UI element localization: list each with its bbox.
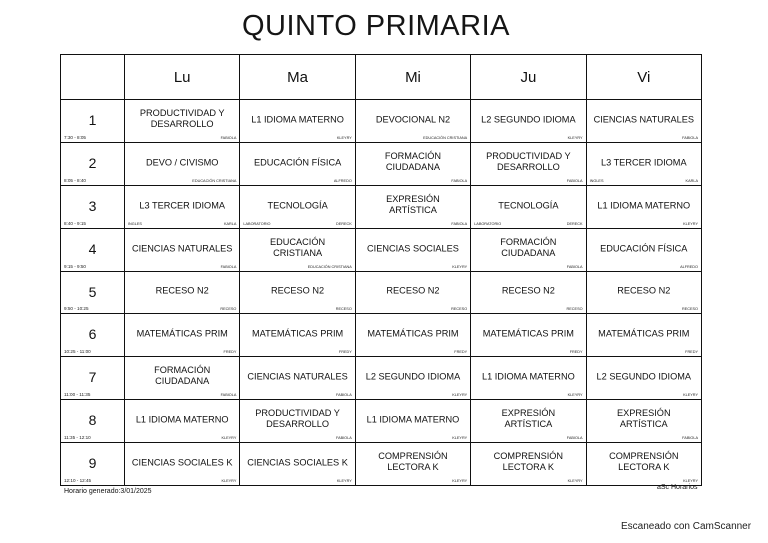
period-row [61,271,702,314]
period-row [61,357,702,400]
lesson-teacher: KLEYRY [452,436,468,440]
lesson-teacher: FABIOLA [451,178,468,183]
lesson-room: LABORATORIO [243,221,271,226]
lesson-subject: L1 IDIOMA MATERNO [597,200,691,211]
lesson-subject: COMPRENSIÓN LECTORA K [378,451,448,473]
lesson-cell [471,314,586,357]
period-number: 7 [88,369,97,386]
period-time: 11:00 - 11:35 [64,392,91,398]
lesson-subject: L3 TERCER IDIOMA [139,200,225,211]
lesson-cell [125,400,240,443]
lesson-subject: CIENCIAS NATURALES [593,114,694,125]
lesson-teacher: KLEYRY [567,135,583,140]
lesson-cell [125,443,240,486]
lesson-teacher: DERECK [566,221,583,226]
lesson-subject: L1 IDIOMA MATERNO [481,371,575,382]
lesson-cell [125,271,240,314]
period-number: 4 [88,240,97,257]
lesson-subject: COMPRENSIÓN LECTORA K [493,451,564,473]
lesson-subject: L1 IDIOMA MATERNO [135,414,229,425]
lesson-cell [586,100,701,143]
period-time: 9:50 - 10:25 [64,306,89,312]
lesson-teacher: EDUCACIÓN CRISTIANA [192,178,237,183]
day-header-row [61,55,702,100]
period-cell [61,443,125,486]
lesson-teacher: FABIOLA [682,436,698,440]
lesson-teacher: RECESO [566,307,583,312]
lesson-teacher: ALFREDO [680,264,698,269]
lesson-room: LABORATORIO [474,221,502,226]
lesson-cell [240,357,355,400]
lesson-cell [471,100,586,143]
lesson-subject: MATEMÁTICAS PRIM [251,328,344,339]
generated-date: Horario generado:3/01/2025 [64,488,152,495]
lesson-cell [471,185,586,228]
lesson-teacher: KARLA [685,178,698,183]
lesson-cell [471,357,586,400]
lesson-subject: TECNOLOGÍA [267,200,328,211]
timetable [60,54,702,486]
lesson-teacher: ALFREDO [333,178,352,183]
lesson-cell [125,314,240,357]
lesson-cell [586,142,701,185]
lesson-cell [125,228,240,271]
period-number: 1 [88,112,97,128]
lesson-subject: FORMACIÓN CIUDADANA [384,151,442,173]
period-row [61,185,702,228]
lesson-subject: CIENCIAS SOCIALES [367,243,459,254]
lesson-cell [240,185,355,228]
day-header-lu: Lu [125,55,240,100]
lesson-subject: PRODUCTIVIDAD Y DESARROLLO [486,151,571,173]
lesson-teacher: FREDY [338,350,352,355]
lesson-cell [355,314,470,357]
lesson-cell [355,357,470,400]
lesson-cell [586,271,701,314]
lesson-cell [471,228,586,271]
period-number: 8 [88,412,97,429]
lesson-subject: CIENCIAS NATURALES [247,371,348,382]
day-header-vi: Vi [586,55,701,100]
lesson-teacher: RECESO [681,307,698,312]
period-time: 10:25 - 11:00 [64,349,91,355]
lesson-teacher: KLEYRY [452,264,468,269]
period-cell [61,357,125,400]
lesson-subject: DEVO / CIVISMO [145,157,219,168]
lesson-subject: CIENCIAS SOCIALES K [131,457,233,468]
period-number: 9 [88,455,97,471]
corner-cell [61,55,125,100]
lesson-subject: MATEMÁTICAS PRIM [136,328,228,339]
period-row [61,443,702,486]
lesson-teacher: KLEYRY [683,221,698,226]
period-cell [61,271,125,314]
lesson-teacher: KLEYRY [221,436,237,440]
period-time: 11:35 - 12:10 [64,435,91,440]
lesson-subject: L1 IDIOMA MATERNO [366,414,460,425]
lesson-subject: EDUCACIÓN FÍSICA [600,243,688,254]
lesson-cell [240,100,355,143]
lesson-teacher: KLEYRY [683,479,698,483]
lesson-subject: COMPRENSIÓN LECTORA K [609,451,679,473]
day-header-ju: Ju [471,55,586,100]
lesson-cell [125,357,240,400]
lesson-teacher: KLEYRY [567,393,583,398]
lesson-subject: L2 SEGUNDO IDIOMA [481,114,576,125]
lesson-subject: L3 TERCER IDIOMA [600,157,687,168]
lesson-teacher: EDUCACIÓN CRISTIANA [307,264,352,269]
lesson-cell [471,400,586,443]
lesson-cell [240,142,355,185]
lesson-teacher: KLEYRY [452,393,468,398]
lesson-teacher: FABIOLA [451,221,468,226]
period-time: 7:30 - 8:05 [64,134,86,140]
lesson-cell [125,100,240,143]
lesson-teacher: FABIOLA [566,436,583,440]
lesson-subject: L1 IDIOMA MATERNO [251,114,344,125]
lesson-cell [355,228,470,271]
lesson-cell [586,314,701,357]
period-cell [61,400,125,443]
software-credit: aSc Horarios [657,484,698,491]
lesson-cell [240,314,355,357]
page-title: QUINTO PRIMARIA [242,10,510,42]
lesson-teacher: EDUCACIÓN CRISTIANA [423,135,468,140]
lesson-room: INGLES [128,221,142,226]
lesson-teacher: KLEYRY [336,479,352,483]
lesson-cell [586,228,701,271]
period-number: 5 [88,283,97,300]
lesson-cell [240,271,355,314]
lesson-cell [355,142,470,185]
lesson-subject: L2 SEGUNDO IDIOMA [365,371,461,382]
day-header-ma: Ma [240,55,355,100]
lesson-teacher: KLEYRY [221,479,237,483]
period-row [61,100,702,143]
lesson-teacher: DERECK [335,221,352,226]
lesson-subject: MATEMÁTICAS PRIM [482,328,574,339]
period-number: 2 [88,154,97,171]
period-time: 8:40 - 9:15 [64,220,86,226]
lesson-subject: MATEMÁTICAS PRIM [598,328,690,339]
lesson-teacher: FREDY [569,350,583,355]
lesson-teacher: FABIOLA [335,393,352,398]
lesson-cell [240,400,355,443]
lesson-teacher: FABIOLA [220,135,237,140]
lesson-cell [355,271,470,314]
lesson-cell [240,228,355,271]
lesson-cell [355,400,470,443]
lesson-cell [355,185,470,228]
lesson-teacher: FABIOLA [335,436,352,440]
scanner-watermark: Escaneado con CamScanner [621,521,752,532]
period-time: 8:05 - 8:40 [64,177,86,183]
lesson-teacher: FREDY [454,350,468,355]
lesson-teacher: RECESO [220,307,237,312]
lesson-subject: RECESO N2 [617,286,671,297]
lesson-subject: EDUCACIÓN FÍSICA [253,157,342,168]
lesson-teacher: KARLA [223,221,237,226]
lesson-subject: RECESO N2 [501,286,555,297]
period-row [61,142,702,185]
lesson-subject: RECESO N2 [271,286,325,297]
period-time: 12:10 - 12:45 [64,478,92,483]
lesson-teacher: FABIOLA [566,178,583,183]
lesson-teacher: KLEYRY [336,135,352,140]
day-header-mi: Mi [355,55,470,100]
lesson-cell [586,185,701,228]
lesson-subject: EXPRESIÓN ARTÍSTICA [501,408,556,430]
period-row [61,314,702,357]
lesson-cell [471,271,586,314]
period-number: 6 [88,326,97,343]
lesson-cell [355,443,470,486]
lesson-cell [471,443,586,486]
lesson-subject: MATEMÁTICAS PRIM [367,328,459,339]
lesson-teacher: FABIOLA [682,135,698,140]
lesson-teacher: FREDY [685,350,698,355]
lesson-teacher: RECESO [451,307,468,312]
lesson-subject: EXPRESIÓN ARTÍSTICA [616,408,671,430]
lesson-cell [586,443,701,486]
lesson-teacher: FREDY [223,350,237,355]
lesson-subject: FORMACIÓN CIUDADANA [154,365,211,387]
lesson-subject: RECESO N2 [386,286,440,297]
lesson-subject: CIENCIAS NATURALES [131,243,233,254]
period-row [61,228,702,271]
period-cell [61,100,125,143]
lesson-subject: FORMACIÓN CIUDADANA [500,236,557,258]
lesson-teacher: FABIOLA [220,264,237,269]
lesson-subject: PRODUCTIVIDAD Y DESARROLLO [139,108,225,130]
lesson-subject: RECESO N2 [155,286,209,297]
period-cell [61,228,125,271]
lesson-teacher: KLEYRY [452,479,468,483]
period-number: 3 [88,197,97,214]
lesson-cell [586,357,701,400]
lesson-subject: EDUCACIÓN CRISTIANA [270,236,326,258]
period-cell [61,185,125,228]
lesson-subject: L2 SEGUNDO IDIOMA [596,371,691,382]
lesson-cell [471,142,586,185]
lesson-teacher: FABIOLA [566,264,583,269]
lesson-cell [125,142,240,185]
lesson-teacher: RECESO [335,307,352,312]
lesson-cell [355,100,470,143]
lesson-subject: EXPRESIÓN ARTÍSTICA [386,193,440,215]
lesson-cell [125,185,240,228]
lesson-subject: TECNOLOGÍA [498,200,559,211]
lesson-teacher: FABIOLA [220,393,237,398]
period-time: 9:15 - 9:50 [64,263,86,269]
period-row [61,400,702,443]
lesson-subject: CIENCIAS SOCIALES K [247,457,348,468]
lesson-subject: DEVOCIONAL N2 [375,114,451,125]
lesson-cell [586,400,701,443]
lesson-cell [240,443,355,486]
lesson-subject: PRODUCTIVIDAD Y DESARROLLO [255,408,340,430]
lesson-teacher: KLEYRY [683,393,698,398]
lesson-room: INGLES [589,178,604,183]
lesson-teacher: KLEYRY [567,479,583,483]
period-cell [61,314,125,357]
period-cell [61,142,125,185]
